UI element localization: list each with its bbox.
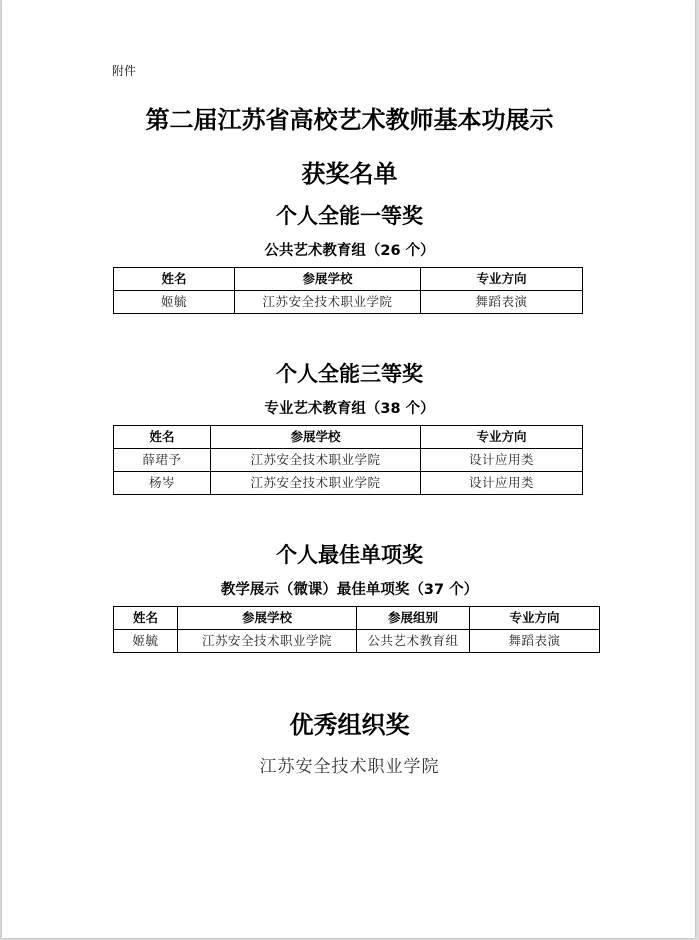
cell-name: 薛珺予: [114, 449, 211, 472]
group-heading-public-art: 公共艺术教育组（26 个）: [264, 243, 435, 259]
table-row: [114, 449, 583, 472]
cell-major: 舞蹈表演: [470, 630, 600, 653]
award-table-best-single: [113, 606, 600, 653]
table-header-row: [114, 268, 583, 291]
header-major: 专业方向: [470, 607, 600, 630]
header-school: 参展学校: [235, 268, 421, 291]
section-heading-best-single: 个人最佳单项奖: [276, 543, 423, 567]
document-subtitle: 获奖名单: [301, 160, 398, 188]
header-group: 参展组别: [357, 607, 470, 630]
cell-school: 江苏安全技术职业学院: [178, 630, 357, 653]
header-school: 参展学校: [178, 607, 357, 630]
table-header-row: [114, 426, 583, 449]
cell-major: 设计应用类: [421, 449, 583, 472]
header-school: 参展学校: [211, 426, 421, 449]
section-heading-third-prize: 个人全能三等奖: [276, 362, 423, 386]
cell-name: 姬毓: [114, 291, 235, 314]
cell-school: 江苏安全技术职业学院: [235, 291, 421, 314]
header-name: 姓名: [114, 268, 235, 291]
org-award-heading: 优秀组织奖: [289, 711, 410, 739]
header-name: 姓名: [114, 607, 178, 630]
award-table-first-prize: [113, 267, 583, 314]
table-row: [114, 291, 583, 314]
table-header-row: [114, 607, 600, 630]
group-heading-professional-art: 专业艺术教育组（38 个）: [264, 401, 435, 417]
cell-group: 公共艺术教育组: [357, 630, 470, 653]
document-title: 第二届江苏省高校艺术教师基本功展示: [145, 106, 554, 134]
cell-major: 设计应用类: [421, 472, 583, 495]
header-major: 专业方向: [421, 426, 583, 449]
section-heading-first-prize: 个人全能一等奖: [276, 204, 423, 228]
table-row: [114, 472, 583, 495]
header-name: 姓名: [114, 426, 211, 449]
attachment-label: 附件: [112, 64, 137, 78]
cell-school: 江苏安全技术职业学院: [211, 449, 421, 472]
cell-school: 江苏安全技术职业学院: [211, 472, 421, 495]
header-major: 专业方向: [421, 268, 583, 291]
group-heading-micro-lesson: 教学展示（微课）最佳单项奖（37 个）: [220, 582, 479, 598]
org-award-name: 江苏安全技术职业学院: [259, 757, 440, 777]
cell-name: 姬毓: [114, 630, 178, 653]
award-table-third-prize: [113, 425, 583, 495]
cell-name: 杨岑: [114, 472, 211, 495]
cell-major: 舞蹈表演: [421, 291, 583, 314]
table-row: [114, 630, 600, 653]
